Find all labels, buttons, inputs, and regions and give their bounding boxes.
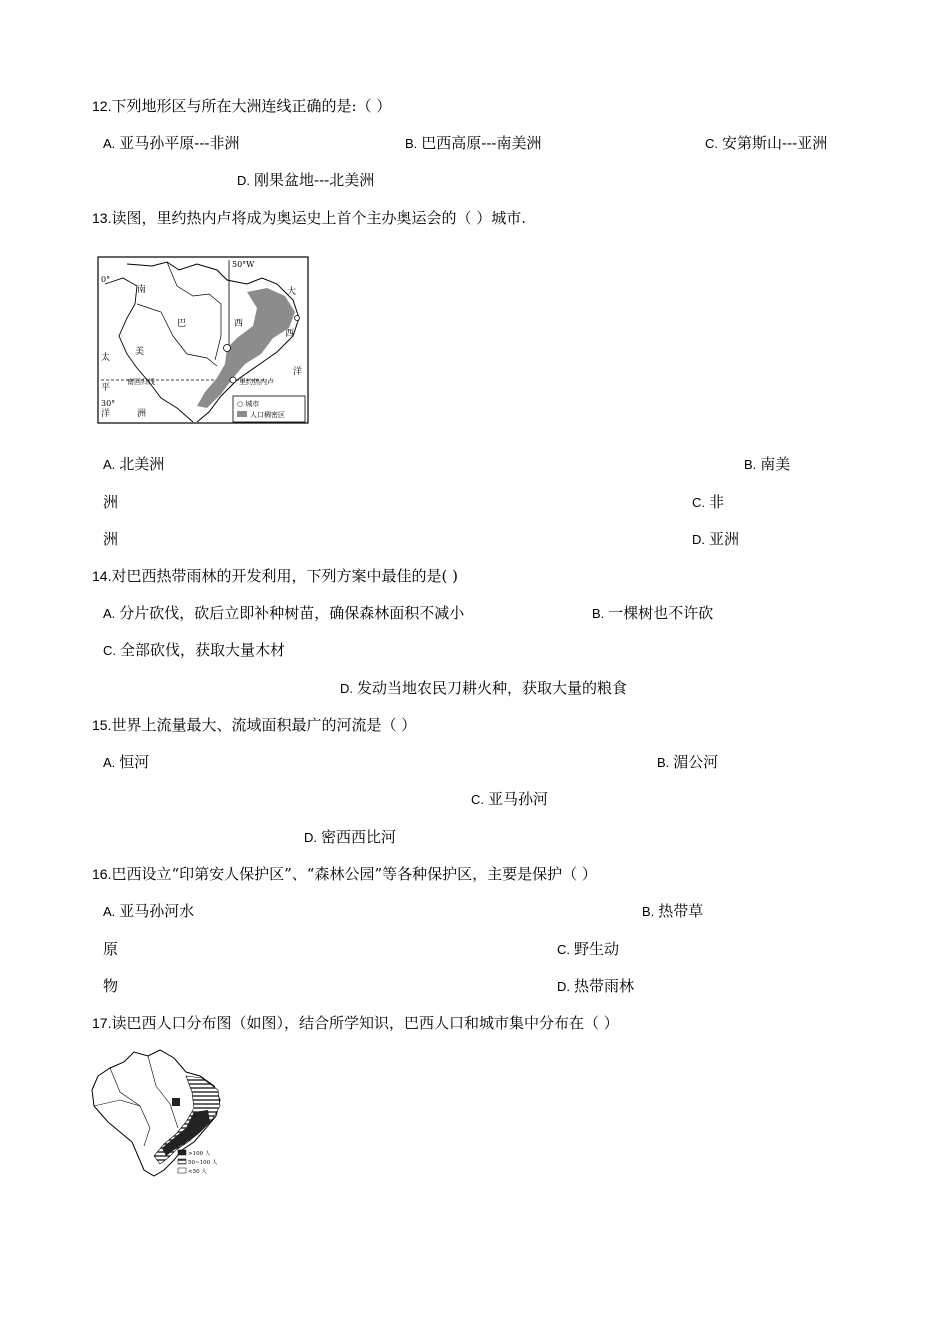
q16-option-c-wrap: 物 [103,977,119,995]
q12-option-c[interactable] [705,133,827,154]
option-text: 密西西比河 [321,828,397,846]
option-text: 分片砍伐，砍后立即补种树苗，确保森林面积不减小 [119,604,465,622]
q16-stem-text: 巴西设立“印第安人保护区”、“森林公园”等各种保护区，主要是保护（ ） [111,865,597,883]
q15-stem-text: 世界上流量最大、流域面积最广的河流是（ ） [111,716,417,734]
rio-marker [230,377,236,383]
option-text: 野生动 [574,940,620,958]
option-text: 湄公河 [673,753,719,771]
q12-option-d[interactable] [237,170,374,191]
map-word: 大 [287,287,297,297]
legend-swatch-low [178,1168,186,1173]
q13-option-c[interactable] [692,492,724,513]
q15-option-d[interactable] [304,827,396,848]
q13-option-b[interactable] [744,454,790,475]
option-letter: A. [103,606,116,621]
option-letter: D. [557,979,570,994]
brazil-city-map [97,256,309,424]
option-letter: C. [471,792,484,807]
lon-label: 50°W [232,260,255,269]
q15-number: 15. [92,717,112,733]
option-letter: B. [657,755,670,770]
high-density-area [172,1098,180,1106]
q14-option-b[interactable] [592,603,713,624]
q17-stem [92,1013,619,1033]
city-marker [295,316,300,321]
option-text: 北美洲 [119,455,165,473]
q12-stem [92,96,391,116]
option-letter: C. [692,495,705,510]
option-letter: D. [304,830,317,845]
q14-option-a[interactable] [103,603,464,624]
map-word: 西 [285,329,295,339]
option-letter: A. [103,136,116,151]
city-marker [224,345,231,352]
q16-option-a[interactable] [103,901,194,922]
q12-option-b[interactable] [405,133,542,154]
q13-option-d[interactable] [692,529,739,550]
q14-option-d[interactable] [340,678,627,699]
q17-stem-text: 读巴西人口分布图（如图），结合所学知识，巴西人口和城市集中分布在（ ） [111,1014,619,1032]
q12-option-a[interactable] [103,133,240,154]
map-word: 巴 [177,319,187,329]
map-word: 南 [137,285,147,295]
q16-option-d[interactable] [557,976,634,997]
legend-high: >100 人 [188,1151,211,1157]
option-letter: B. [592,606,605,621]
option-letter: C. [103,643,116,658]
option-text: 热带草 [658,902,704,920]
option-letter: D. [340,681,353,696]
brazil-population-map [90,1046,224,1180]
option-text: 亚马孙河水 [119,902,195,920]
q17-number: 17. [92,1015,112,1031]
option-text: 全部砍伐，获取大量木材 [120,641,286,659]
equator-label: 0° [101,275,111,284]
q14-option-c[interactable] [103,640,285,661]
map-word: 洋 [293,367,303,377]
option-text: 刚果盆地---北美洲 [254,171,375,189]
q15-stem [92,715,416,735]
tropic-label: 南回归线 [127,378,155,386]
option-letter: B. [744,457,757,472]
option-text: 安第斯山---亚洲 [722,134,828,152]
q13-option-b-wrap: 洲 [103,493,119,511]
q14-stem-text: 对巴西热带雨林的开发利用，下列方案中最佳的是( ) [111,567,458,585]
lat30-label: 30° [101,399,116,408]
q12-stem-text: 下列地形区与所在大洲连线正确的是:（ ） [111,97,392,115]
map-word: 洲 [137,409,147,419]
q16-number: 16. [92,866,112,882]
option-text: 南美 [760,455,791,473]
q15-option-b[interactable] [657,752,718,773]
q12-number: 12. [92,98,112,114]
map-word: 太 [101,353,111,363]
rio-label: 里约热内卢 [239,378,274,386]
legend-mid: 50~100 人 [188,1160,218,1166]
legend-swatch [237,411,247,417]
option-letter: B. [405,136,418,151]
option-text: 亚洲 [709,530,740,548]
legend-city: ○ 城市 [237,400,260,408]
q16-option-c[interactable] [557,939,619,960]
legend-swatch-mid [178,1159,186,1164]
option-text: 恒河 [119,753,150,771]
option-text: 亚马孙河 [488,790,549,808]
map-word: 平 [101,383,111,393]
q13-number: 13. [92,210,112,226]
map-word: 西 [234,319,244,329]
option-text: 一棵树也不许砍 [608,604,714,622]
q16-option-b[interactable] [642,901,703,922]
option-letter: D. [237,173,250,188]
map-word: 美 [135,347,145,357]
option-text: 巴西高原---南美洲 [421,134,542,152]
option-letter: C. [705,136,718,151]
q13-stem [92,208,526,228]
option-letter: A. [103,755,116,770]
q14-stem [92,566,458,586]
option-text: 亚马孙平原---非洲 [119,134,240,152]
q13-stem-text: 读图，里约热内卢将成为奥运史上首个主办奥运会的（ ）城市. [111,209,527,227]
option-letter: D. [692,532,705,547]
q16-stem [92,864,597,884]
option-letter: A. [103,904,116,919]
map-word: 洋 [101,409,111,419]
q13-option-a[interactable] [103,454,164,475]
q16-option-a-wrap: 原 [103,940,119,958]
option-letter: B. [642,904,655,919]
q14-number: 14. [92,568,112,584]
option-text: 发动当地农民刀耕火种，获取大量的粮食 [357,679,628,697]
q13-option-c-wrap: 洲 [103,530,119,548]
option-text: 非 [709,493,725,511]
option-letter: C. [557,942,570,957]
legend-dense: 人口稠密区 [250,411,285,419]
q15-option-c[interactable] [471,789,548,810]
legend-swatch-high [178,1150,186,1155]
q15-option-a[interactable] [103,752,149,773]
option-text: 热带雨林 [574,977,635,995]
legend-low: <50 人 [188,1169,207,1175]
option-letter: A. [103,457,116,472]
